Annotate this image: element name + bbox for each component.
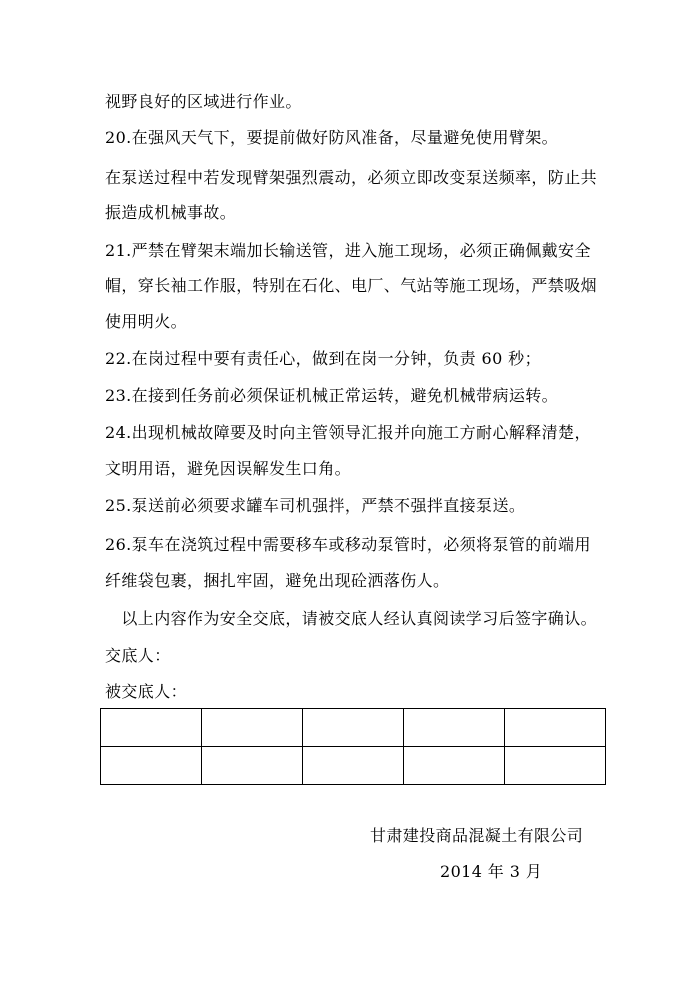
signature-cell: [404, 747, 505, 785]
text-line-7: 使用明火。: [105, 312, 188, 331]
text-line-12: 25.泵送前必须要求罐车司机强拌，严禁不强拌直接泵送。: [105, 496, 526, 515]
document-date: 2014 年 3 月: [440, 862, 543, 881]
signature-cell: [101, 747, 202, 785]
signature-cell: [303, 709, 404, 747]
signature-cell: [404, 709, 505, 747]
briefed-person-label: 被交底人：: [105, 682, 188, 701]
signature-row: [101, 747, 606, 785]
text-line-10: 24.出现机械故障要及时向主管领导汇报并向施工方耐心解释清楚，: [105, 423, 591, 442]
briefer-label: 交底人：: [105, 646, 171, 665]
closing-statement: 以上内容作为安全交底，请被交底人经认真阅读学习后签字确认。: [105, 609, 598, 628]
text-line-5: 21.严禁在臂架末端加长输送管，进入施工现场，必须正确佩戴安全: [105, 241, 591, 260]
signature-table: [100, 708, 606, 785]
text-line-11: 文明用语，避免因误解发生口角。: [105, 459, 352, 478]
signature-row: [101, 709, 606, 747]
text-line-9: 23.在接到任务前必须保证机械正常运转，避免机械带病运转。: [105, 386, 559, 405]
company-name: 甘肃建投商品混凝土有限公司: [370, 826, 584, 845]
signature-cell: [202, 709, 303, 747]
text-line-2: 20.在强风天气下，要提前做好防风准备，尽量避免使用臂架。: [105, 128, 559, 147]
text-line-8: 22.在岗过程中要有责任心，做到在岗一分钟，负责 60 秒；: [105, 349, 541, 368]
text-line-6: 帽，穿长袖工作服，特别在石化、电厂、气站等施工现场，严禁吸烟: [105, 276, 598, 295]
signature-cell: [202, 747, 303, 785]
text-line-13: 26.泵车在浇筑过程中需要移车或移动泵管时，必须将泵管的前端用: [105, 535, 591, 554]
text-line-4: 振造成机械事故。: [105, 203, 237, 222]
signature-cell: [505, 747, 606, 785]
text-line-3: 在泵送过程中若发现臂架强烈震动，必须立即改变泵送频率，防止共: [105, 168, 598, 187]
text-line-14: 纤维袋包裹，捆扎牢固，避免出现砼洒落伤人。: [105, 571, 450, 590]
signature-cell: [101, 709, 202, 747]
text-line-1: 视野良好的区域进行作业。: [105, 92, 302, 111]
signature-cell: [303, 747, 404, 785]
signature-cell: [505, 709, 606, 747]
